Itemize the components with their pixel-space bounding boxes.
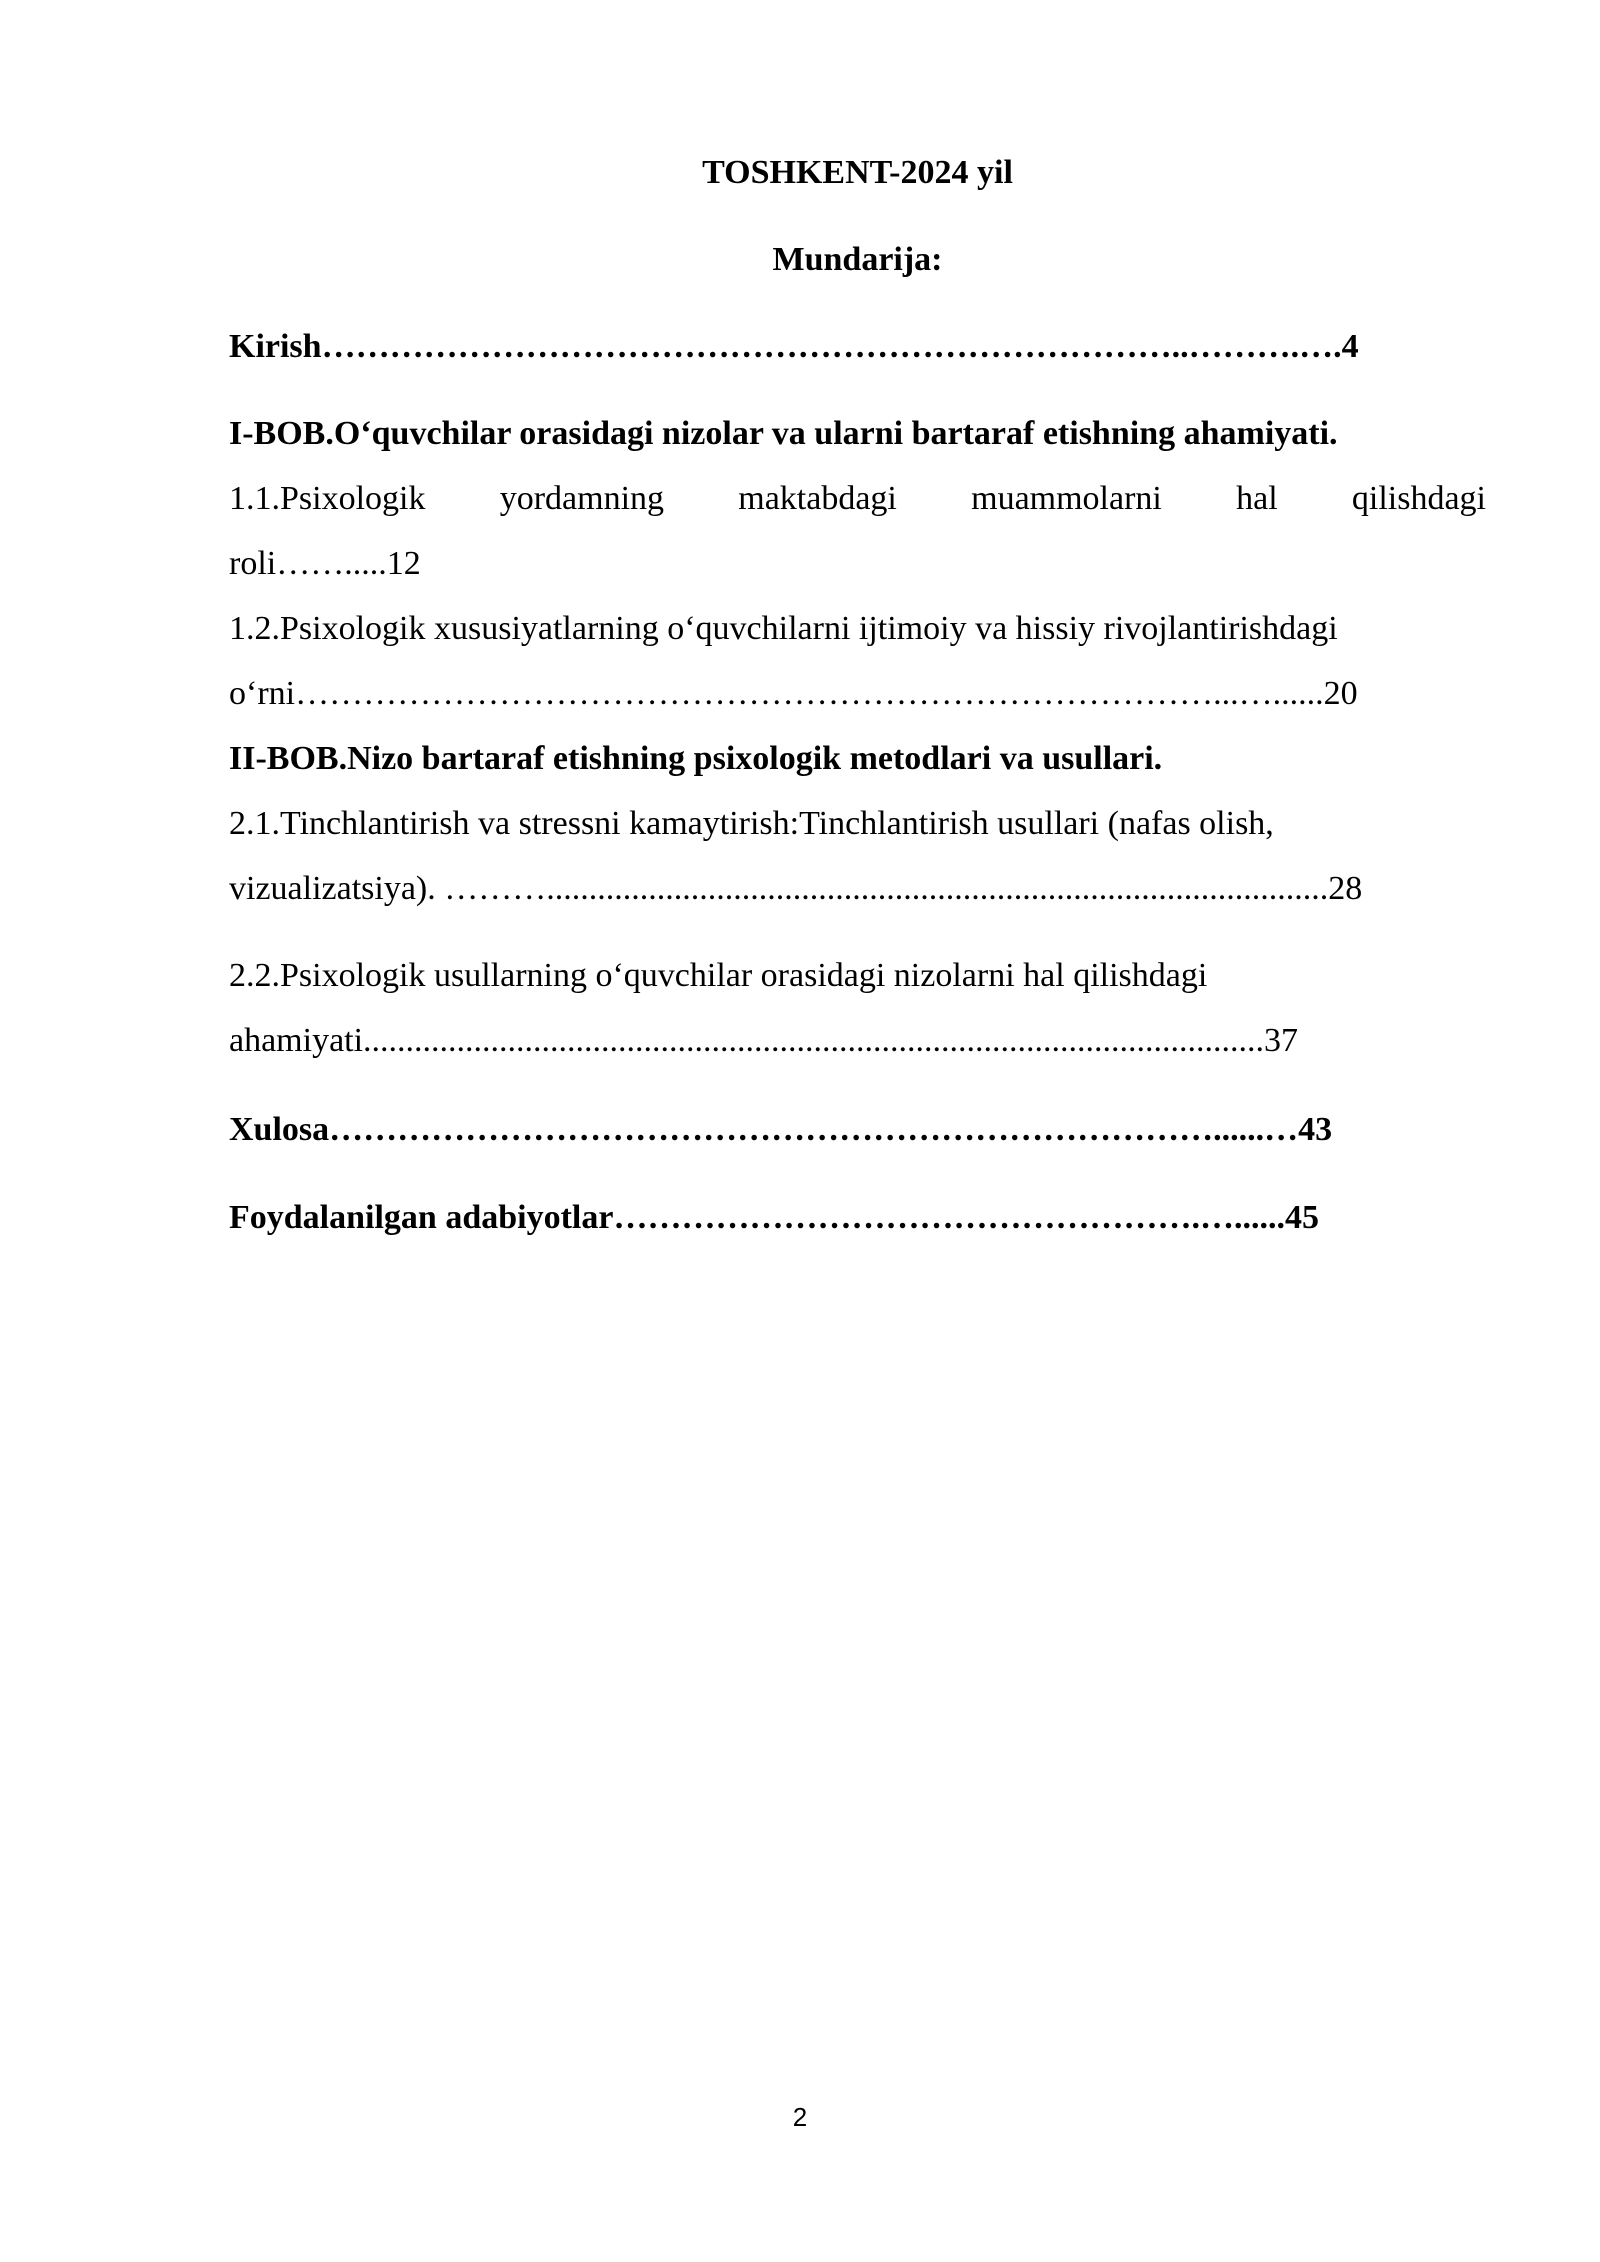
toc-entry-2-1-continuation: vizualizatsiya). ………............................................................................................28: [229, 870, 1363, 907]
toc-chapter-2: II-BOB.Nizo bartaraf etishning psixologik metodlari va usullari.: [229, 740, 1163, 777]
toc-entry-2-2-continuation: ahamiyati..........................................................................................................37: [229, 1022, 1299, 1059]
toc-entry-1-1-word: 1.1.Psixologik: [229, 480, 426, 517]
toc-entry-1-1-continuation: roli…….....12: [229, 545, 421, 582]
toc-entry-2-1: 2.1.Tinchlantirish va stressni kamaytirish:Tinchlantirish usullari (nafas olish,: [229, 805, 1274, 842]
toc-chapter-1: I-BOB.O‘quvchilar orasidagi nizolar va ularni bartaraf etishning ahamiyati.: [229, 415, 1338, 452]
toc-entry-conclusion: Xulosa……………………………………………………………………......…43: [229, 1111, 1333, 1148]
toc-entry-1-1: [229, 479, 1486, 519]
toc-entry-2-2: 2.2.Psixologik usullarning o‘quvchilar orasidagi nizolarni hal qilishdagi: [229, 957, 1208, 994]
toc-entry-1-2: 1.2.Psixologik xususiyatlarning o‘quvchilarni ijtimoiy va hissiy rivojlantirishdagi: [229, 610, 1338, 647]
page-number: 2: [792, 2102, 808, 2132]
toc-title: Mundarija:: [772, 241, 943, 278]
toc-entry-1-1-word: hal: [1236, 480, 1278, 517]
toc-entry-1-1-word: maktabdagi: [738, 480, 897, 517]
toc-entry-references: Foydalanilgan adabiyotlar…………………………………………….…......45: [229, 1199, 1319, 1236]
toc-entry-1-1-word: qilishdagi: [1351, 480, 1486, 517]
city-year-heading: TOSHKENT-2024 yil: [702, 154, 1013, 191]
toc-entry-1-2-continuation: o‘rni………………………………………………………………………...…......20: [229, 675, 1358, 712]
toc-entry-1-1-word: yordamning: [499, 480, 665, 517]
toc-entry-1-1-word: muammolarni: [971, 480, 1162, 517]
toc-entry-intro: Kirish…………………………………………………………………..……….….4: [229, 328, 1359, 365]
